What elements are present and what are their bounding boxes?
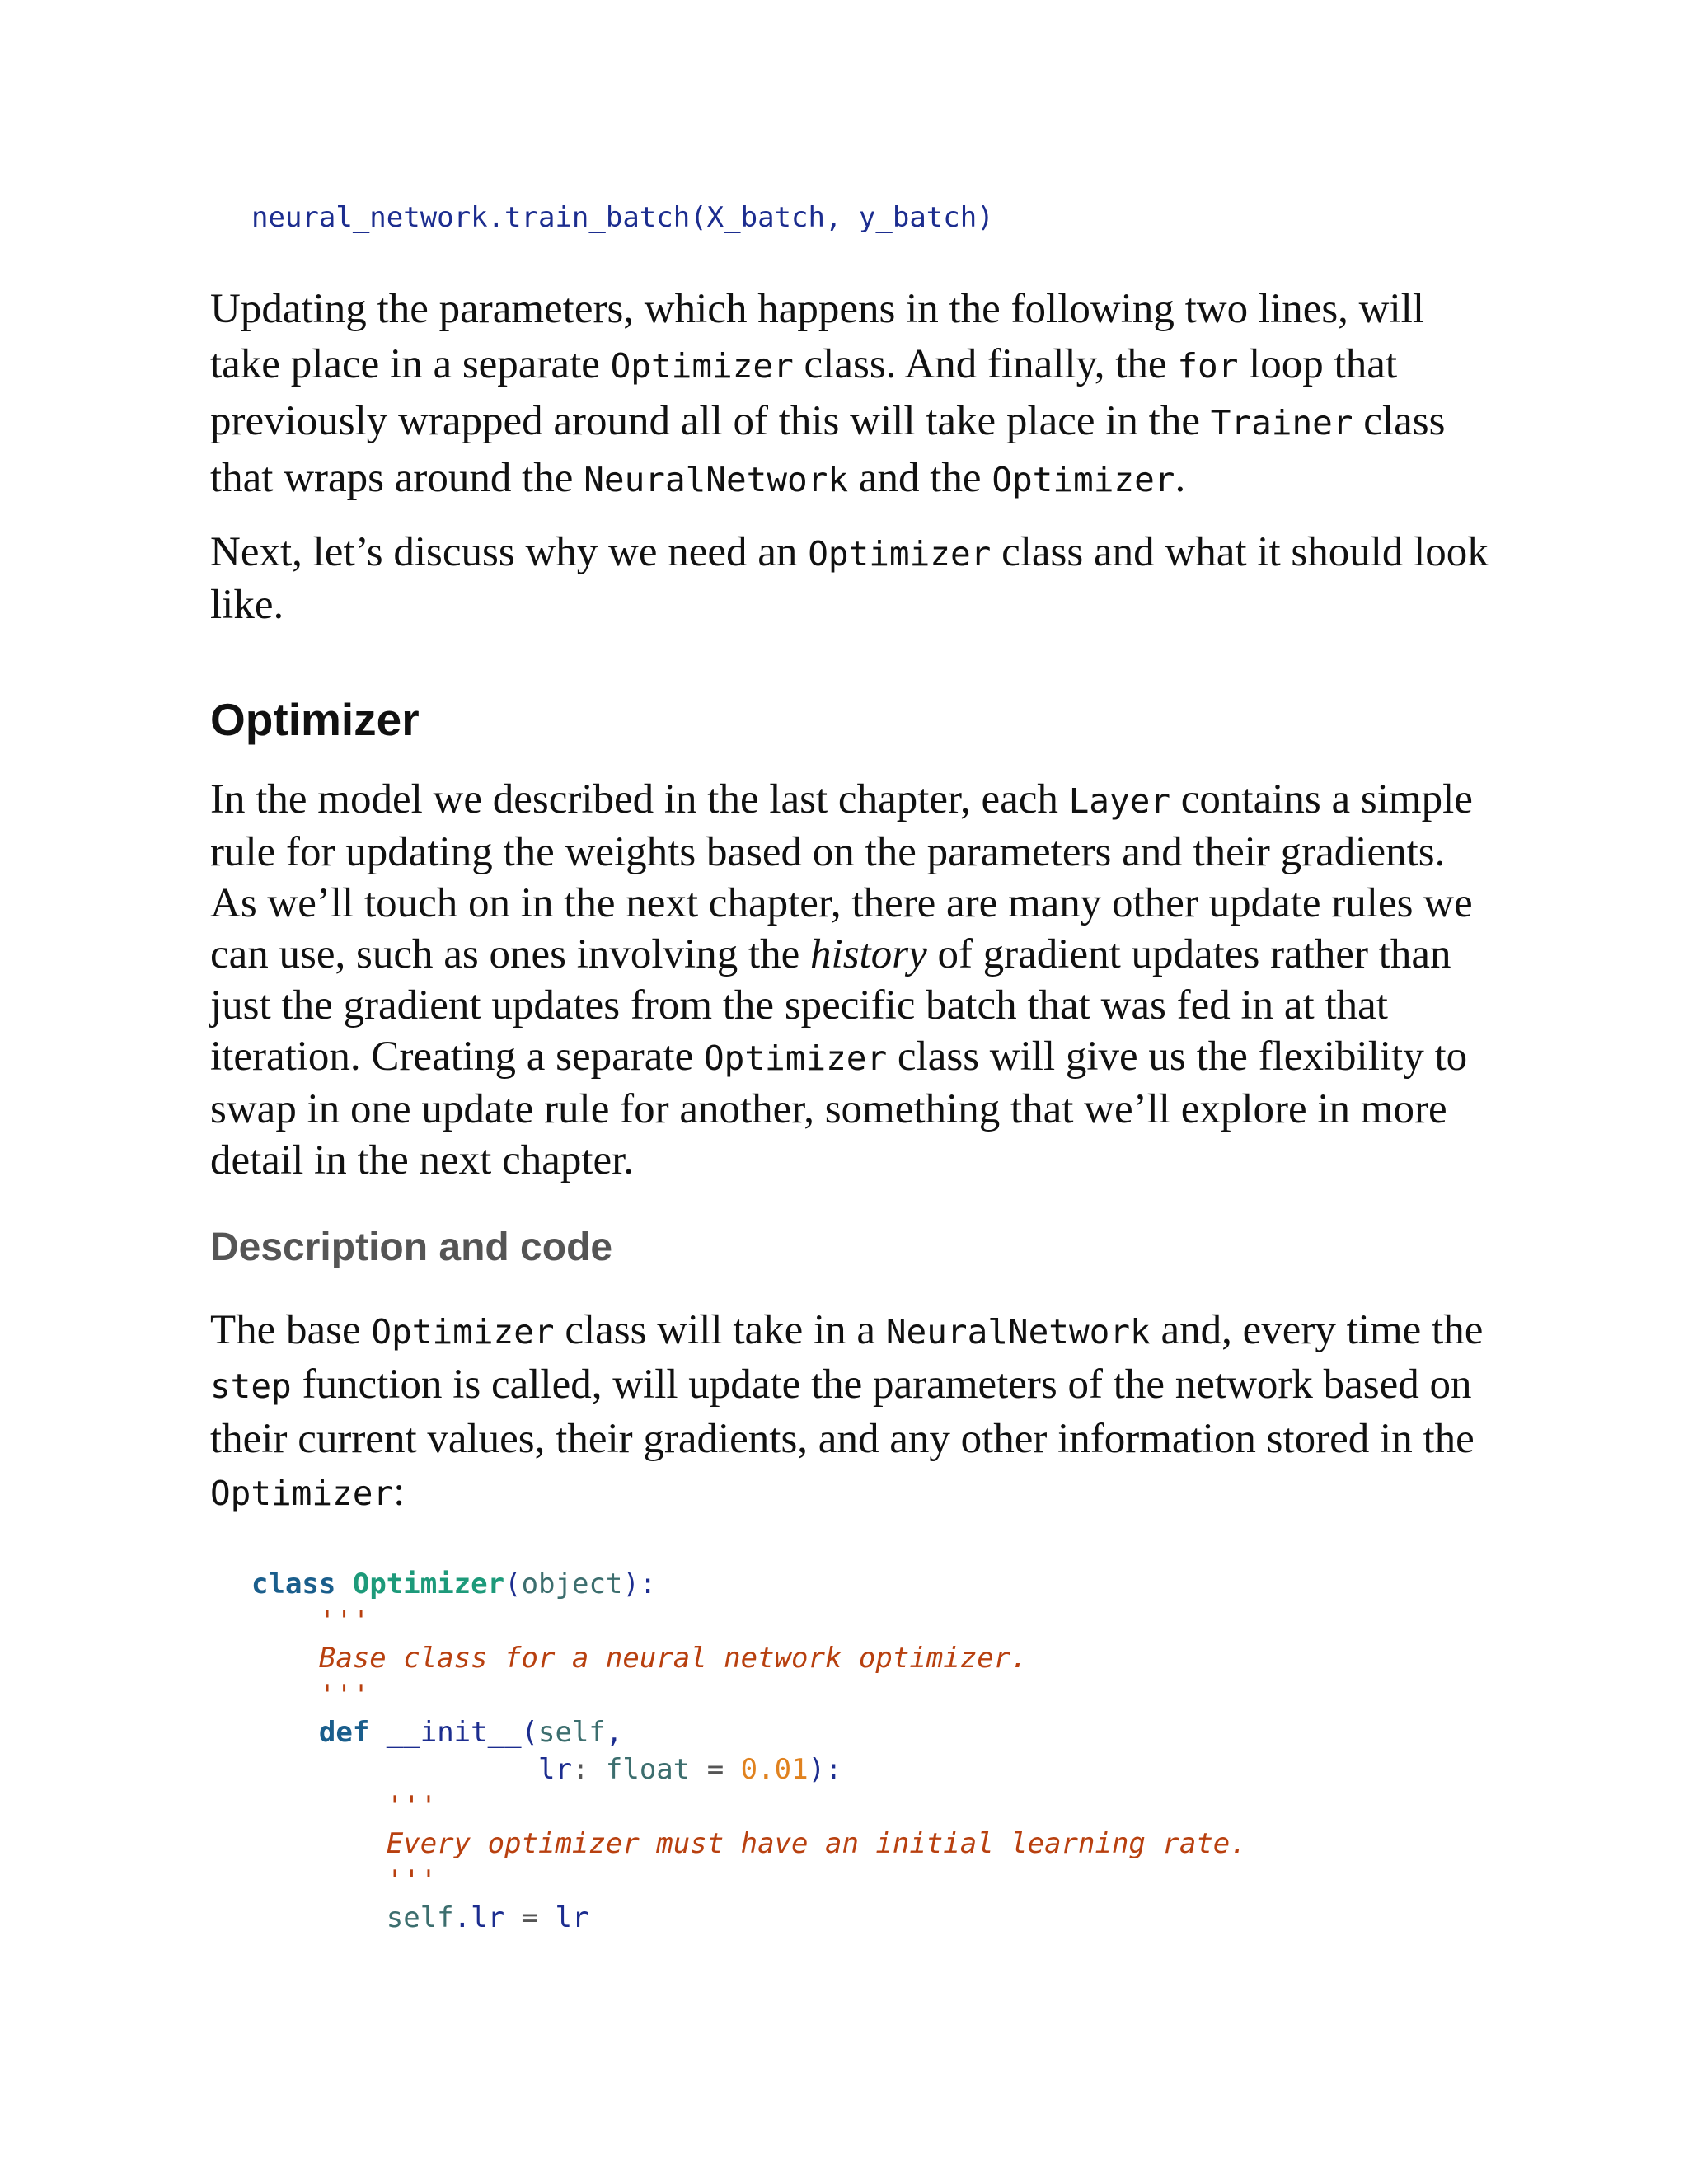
inline-code: Trainer bbox=[1210, 403, 1353, 443]
paragraph-next-discuss: Next, let’s discuss why we need an Optimizer class and what it should look like. bbox=[210, 529, 1489, 628]
code-line: ''' bbox=[386, 1864, 438, 1897]
code-line: class Optimizer(object): bbox=[251, 1568, 657, 1601]
code-line: Base class for a neural network optimizer. bbox=[318, 1642, 1028, 1675]
code-line: self.lr = lr bbox=[386, 1901, 589, 1934]
inline-code: Optimizer bbox=[992, 460, 1175, 499]
inline-code: Layer bbox=[1068, 781, 1171, 821]
paragraph-base-optimizer: The base Optimizer class will take in a NeuralNetwork and, every time the step function is called, will update the parameters of the network based on their current values, their gradients, and any other information stored in the Optimizer: bbox=[210, 1307, 1484, 1515]
code-line: def __init__(self, bbox=[318, 1716, 623, 1749]
inline-code: Optimizer bbox=[808, 534, 992, 574]
code-snippet-train-batch: neural_network.train_batch(X_batch, y_batch) bbox=[251, 201, 994, 234]
heading-optimizer: Optimizer bbox=[210, 694, 420, 745]
inline-code: Optimizer bbox=[210, 1474, 394, 1513]
code-block-optimizer-class bbox=[251, 1566, 1247, 1937]
code-line: lr: float = 0.01): bbox=[251, 1753, 842, 1786]
emphasis: history bbox=[810, 931, 927, 977]
code-line: ''' bbox=[318, 1679, 370, 1712]
code-line: Every optimizer must have an initial learning rate. bbox=[386, 1827, 1247, 1860]
paragraph-updating-parameters: Updating the parameters, which happens in the following two lines, will take place in a separate Optimizer class. And finally, the for loop that previously wrapped around all of this will take place in the Trainer class that wraps around the NeuralNetwork and the Optimizer. bbox=[210, 286, 1446, 501]
inline-code: NeuralNetwork bbox=[584, 460, 849, 499]
inline-code: for bbox=[1177, 346, 1239, 386]
paragraph-optimizer-intro: In the model we described in the last chapter, each Layer contains a simple rule for updating the weights based on the parameters and their gradients. As we’ll touch on in the next chapter, there are many other update rules we can use, such as ones involving the history of gradient updates rather than just the gradient updates from the specific batch that was fed in at that iteration. Creating a separate Optimizer class will give us the flexibility to swap in one update rule for another, something that we’ll explore in more detail in the next chapter. bbox=[210, 776, 1473, 1183]
inline-code: NeuralNetwork bbox=[885, 1312, 1151, 1352]
inline-code: Optimizer bbox=[610, 346, 794, 386]
inline-code: step bbox=[210, 1366, 292, 1406]
inline-code: Optimizer bbox=[371, 1312, 555, 1352]
code-line: ''' bbox=[318, 1605, 370, 1638]
inline-code: Optimizer bbox=[703, 1038, 888, 1078]
code-line: ''' bbox=[386, 1790, 438, 1823]
heading-description-and-code: Description and code bbox=[210, 1226, 613, 1269]
